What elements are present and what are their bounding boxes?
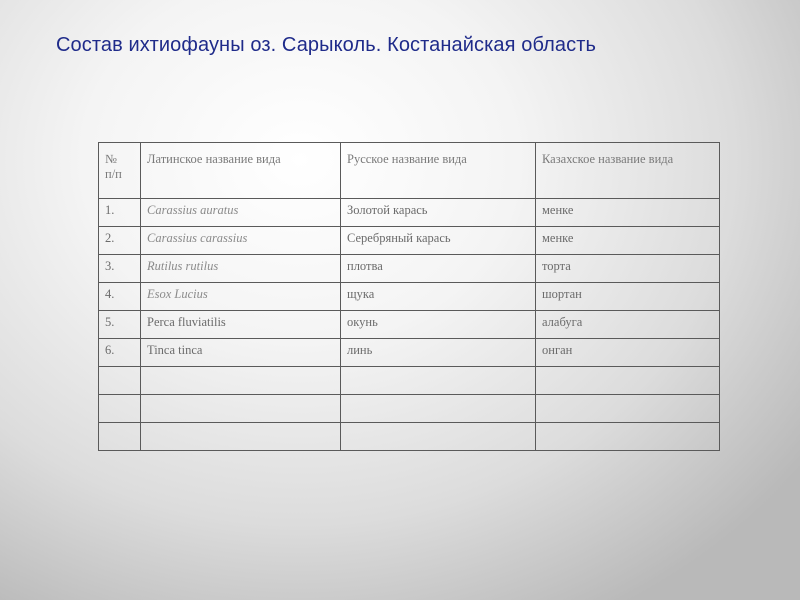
header-latin-name: Латинское название вида (141, 143, 341, 199)
cell-latin-name: Rutilus rutilus (141, 255, 341, 283)
table-row-empty (99, 367, 720, 395)
cell-empty (341, 367, 536, 395)
header-russian-name: Русское название вида (341, 143, 536, 199)
table-row (99, 227, 720, 255)
cell-empty (141, 367, 341, 395)
table-row (99, 283, 720, 311)
cell-latin-name: Perca fluviatilis (141, 311, 341, 339)
cell-russian-name: Золотой карась (341, 199, 536, 227)
cell-empty (141, 395, 341, 423)
table-row (99, 199, 720, 227)
cell-empty (536, 395, 720, 423)
cell-russian-name: щука (341, 283, 536, 311)
cell-empty (141, 423, 341, 451)
table-header-row (99, 143, 720, 199)
header-number-symbol: № (105, 152, 117, 166)
cell-russian-name: Серебряный карась (341, 227, 536, 255)
cell-empty (341, 423, 536, 451)
cell-number: 2. (99, 227, 141, 255)
table-row (99, 311, 720, 339)
table-row (99, 255, 720, 283)
table-row-empty (99, 423, 720, 451)
cell-empty (341, 395, 536, 423)
cell-russian-name: плотва (341, 255, 536, 283)
header-number (99, 143, 141, 199)
cell-empty (536, 423, 720, 451)
header-number-abbr: п/п (105, 167, 122, 181)
cell-latin-name: Esox Lucius (141, 283, 341, 311)
cell-kazakh-name: онган (536, 339, 720, 367)
cell-russian-name: окунь (341, 311, 536, 339)
cell-empty (99, 423, 141, 451)
fish-species-table (98, 142, 720, 451)
cell-kazakh-name: менке (536, 227, 720, 255)
cell-number: 3. (99, 255, 141, 283)
slide-title: Состав ихтиофауны оз. Сарыколь. Костанайская область (56, 34, 596, 56)
cell-kazakh-name: шортан (536, 283, 720, 311)
cell-latin-name: Tinca tinca (141, 339, 341, 367)
cell-number: 5. (99, 311, 141, 339)
header-kazakh-name: Казахское название вида (536, 143, 720, 199)
table-row-empty (99, 395, 720, 423)
cell-number: 4. (99, 283, 141, 311)
cell-kazakh-name: алабуга (536, 311, 720, 339)
cell-number: 1. (99, 199, 141, 227)
cell-kazakh-name: менке (536, 199, 720, 227)
cell-empty (536, 367, 720, 395)
table-row (99, 339, 720, 367)
cell-empty (99, 395, 141, 423)
cell-kazakh-name: торта (536, 255, 720, 283)
cell-number: 6. (99, 339, 141, 367)
cell-latin-name: Carassius auratus (141, 199, 341, 227)
cell-latin-name: Carassius carassius (141, 227, 341, 255)
cell-empty (99, 367, 141, 395)
cell-russian-name: линь (341, 339, 536, 367)
